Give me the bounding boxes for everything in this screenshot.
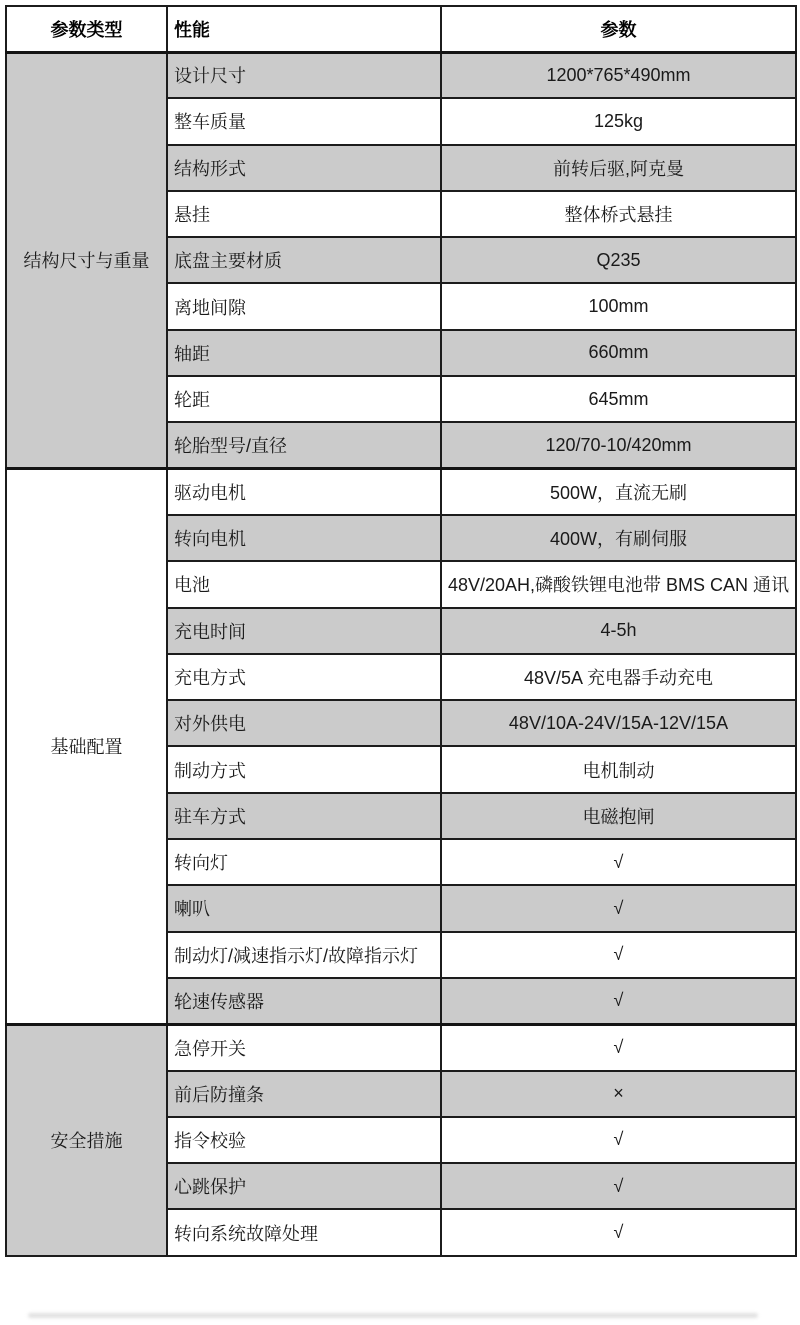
spec-label-cell: 设计尺寸 [167, 52, 441, 98]
spec-value-cell: √ [441, 1209, 796, 1255]
spec-value-cell: √ [441, 1117, 796, 1163]
spec-label-cell: 整车质量 [167, 98, 441, 144]
spec-value-cell: 120/70-10/420mm [441, 422, 796, 468]
category-cell: 安全措施 [6, 1024, 167, 1255]
spec-value-cell: 400W，有刷伺服 [441, 515, 796, 561]
spec-label-cell: 急停开关 [167, 1024, 441, 1070]
spec-label-cell: 轮胎型号/直径 [167, 422, 441, 468]
spec-label-cell: 转向系统故障处理 [167, 1209, 441, 1255]
spec-label-cell: 指令校验 [167, 1117, 441, 1163]
spec-value-cell: 48V/10A-24V/15A-12V/15A [441, 700, 796, 746]
category-cell: 基础配置 [6, 469, 167, 1025]
table-header-row [6, 6, 796, 52]
spec-value-cell: √ [441, 1024, 796, 1070]
spec-label-cell: 充电方式 [167, 654, 441, 700]
spec-label-cell: 喇叭 [167, 885, 441, 931]
spec-label-cell: 轮距 [167, 376, 441, 422]
header-performance: 性能 [167, 6, 441, 52]
spec-label-cell: 结构形式 [167, 145, 441, 191]
spec-value-cell: √ [441, 1163, 796, 1209]
spec-value-cell: × [441, 1071, 796, 1117]
spec-value-cell: 电机制动 [441, 746, 796, 792]
table-row [6, 1024, 796, 1070]
spec-value-cell: 4-5h [441, 608, 796, 654]
spec-value-cell: 500W，直流无刷 [441, 469, 796, 515]
table-row [6, 469, 796, 515]
spec-value-cell: √ [441, 932, 796, 978]
category-cell: 结构尺寸与重量 [6, 52, 167, 469]
spec-label-cell: 制动方式 [167, 746, 441, 792]
spec-label-cell: 前后防撞条 [167, 1071, 441, 1117]
spec-label-cell: 充电时间 [167, 608, 441, 654]
spec-value-cell: √ [441, 839, 796, 885]
spec-value-cell: 1200*765*490mm [441, 52, 796, 98]
spec-value-cell: 电磁抱闸 [441, 793, 796, 839]
spec-value-cell: 48V/5A 充电器手动充电 [441, 654, 796, 700]
spec-label-cell: 底盘主要材质 [167, 237, 441, 283]
spec-label-cell: 轴距 [167, 330, 441, 376]
spec-label-cell: 电池 [167, 561, 441, 607]
header-parameter: 参数 [441, 6, 796, 52]
header-parameter-type: 参数类型 [6, 6, 167, 52]
spec-label-cell: 心跳保护 [167, 1163, 441, 1209]
spec-label-cell: 轮速传感器 [167, 978, 441, 1024]
spec-value-cell: 100mm [441, 283, 796, 329]
spec-label-cell: 离地间隙 [167, 283, 441, 329]
spec-value-cell: 前转后驱,阿克曼 [441, 145, 796, 191]
spec-value-cell: 125kg [441, 98, 796, 144]
spec-value-cell: 整体桥式悬挂 [441, 191, 796, 237]
spec-label-cell: 驻车方式 [167, 793, 441, 839]
spec-value-cell: 645mm [441, 376, 796, 422]
spec-label-cell: 悬挂 [167, 191, 441, 237]
spec-label-cell: 转向电机 [167, 515, 441, 561]
spec-value-cell: √ [441, 885, 796, 931]
spec-label-cell: 制动灯/减速指示灯/故障指示灯 [167, 932, 441, 978]
spec-value-cell: √ [441, 978, 796, 1024]
spec-value-cell: 48V/20AH,磷酸铁锂电池带 BMS CAN 通讯 [441, 561, 796, 607]
spec-label-cell: 转向灯 [167, 839, 441, 885]
spec-value-cell: Q235 [441, 237, 796, 283]
spec-table [5, 5, 797, 1257]
spec-value-cell: 660mm [441, 330, 796, 376]
bottom-edge-smudge [28, 1313, 758, 1318]
table-row [6, 52, 796, 98]
spec-label-cell: 驱动电机 [167, 469, 441, 515]
spec-label-cell: 对外供电 [167, 700, 441, 746]
